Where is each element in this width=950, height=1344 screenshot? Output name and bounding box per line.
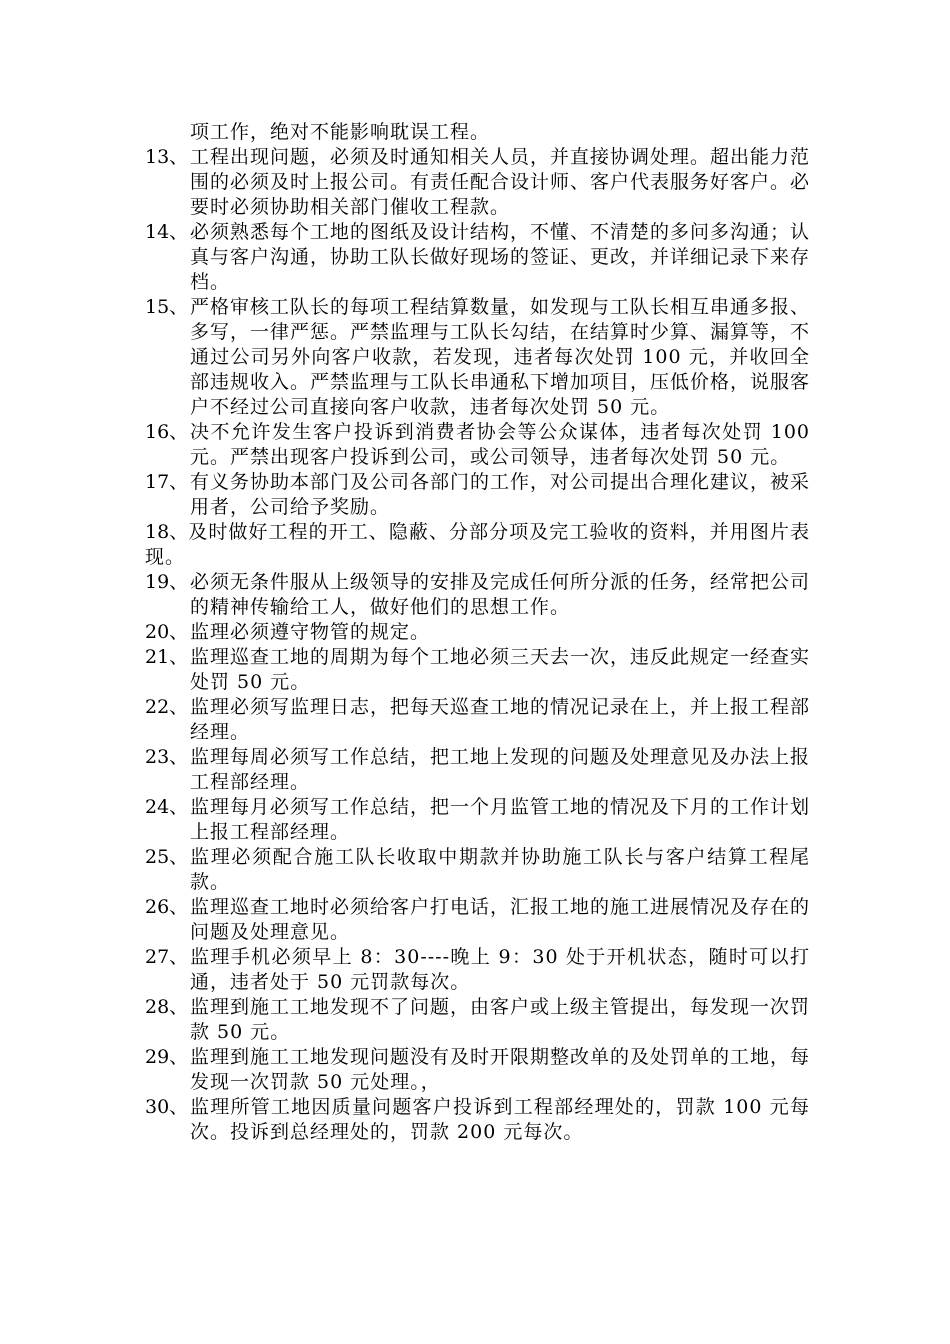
item-text: 监理每月必须写工作总结，把一个月监管工地的情况及下月的工作计划上报工程部经理。 (190, 796, 811, 843)
item-text: 监理到施工工地发现问题没有及时开限期整改单的及处罚单的工地，每发现一次罚款 50 元处理。， (190, 1046, 811, 1093)
item-number: 23、 (145, 746, 189, 768)
item-number: 28、 (145, 996, 189, 1018)
item-number: 22、 (145, 696, 189, 718)
item-text: 监理每周必须写工作总结，把工地上发现的问题及处理意见及办法上报工程部经理。 (190, 746, 811, 793)
list-item-21 (145, 645, 810, 695)
item-number: 16、 (145, 421, 189, 443)
item-text: 必须无条件服从上级领导的安排及完成任何所分派的任务，经常把公司的精神传输给工人，做好他们的思想工作。 (190, 571, 811, 618)
item-number: 14、 (145, 221, 189, 243)
item-number: 17、 (145, 471, 189, 493)
list-item-29 (145, 1045, 810, 1095)
list-item-15 (145, 295, 810, 420)
item-text: 必须熟悉每个工地的图纸及设计结构，不懂、不清楚的多问多沟通；认真与客户沟通，协助工队长做好现场的签证、更改，并详细记录下来存档。 (190, 221, 811, 293)
item-text: 决不允许发生客户投诉到消费者协会等公众谋体，违者每次处罚 100 元。严禁出现客户投诉到公司，或公司领导，违者每次处罚 50 元。 (190, 421, 810, 468)
list-item-24 (145, 795, 810, 845)
list-item-16 (145, 420, 810, 470)
item-text: 监理所管工地因质量问题客户投诉到工程部经理处的，罚款 100 元每次。投诉到总经理处的，罚款 200 元每次。 (190, 1096, 810, 1143)
list-item-18 (145, 520, 810, 570)
list-item-26 (145, 895, 810, 945)
list-item-25 (145, 845, 810, 895)
item-text: 监理必须配合施工队长收取中期款并协助施工队长与客户结算工程尾款。 (190, 846, 810, 893)
list-item-23 (145, 745, 810, 795)
item-text: 监理手机必须早上 8：30----晚上 9：30 处于开机状态，随时可以打通，违者处于 50 元罚款每次。 (190, 946, 810, 993)
item-number: 15、 (145, 296, 189, 318)
item-text: 有义务协助本部门及公司各部门的工作，对公司提出合理化建议，被采用者，公司给予奖励。 (190, 471, 811, 518)
list-item-28 (145, 995, 810, 1045)
item-text: 监理必须写监理日志，把每天巡查工地的情况记录在上，并上报工程部经理。 (190, 696, 811, 743)
item-text: 工程出现问题，必须及时通知相关人员，并直接协调处理。超出能力范围的必须及时上报公司。有责任配合设计师、客户代表服务好客户。必要时必须协助相关部门催收工程款。 (190, 146, 811, 218)
item-number: 13、 (145, 146, 189, 168)
list-item-27 (145, 945, 810, 995)
list-item-13 (145, 145, 810, 220)
item-number: 26、 (145, 896, 189, 918)
item-number: 20、 (145, 621, 189, 643)
item-text: 严格审核工队长的每项工程结算数量，如发现与工队长相互串通多报、多写，一律严惩。严禁监理与工队长勾结，在结算时少算、漏算等，不通过公司另外向客户收款，若发现，违者每次处罚 100 元，并收回全部违规收入。严禁监理与工队长串通私下增加项目，压低价格，说服客户不经过公司直接向客户收款，违者每次处罚 50 元。 (190, 296, 811, 418)
item-number: 25、 (145, 846, 189, 868)
list-item-17 (145, 470, 810, 520)
item-number: 19、 (145, 571, 189, 593)
item-number: 21、 (145, 646, 189, 668)
item-number: 27、 (145, 946, 189, 968)
list-item-14 (145, 220, 810, 295)
item-text: 监理巡查工地时必须给客户打电话，汇报工地的施工进展情况及存在的问题及处理意见。 (190, 896, 811, 943)
list-item-22 (145, 695, 810, 745)
item-number: 30、 (145, 1096, 189, 1118)
item-number: 29、 (145, 1046, 189, 1068)
item-text: 监理必须遵守物管的规定。 (190, 621, 431, 643)
item-text: 监理巡查工地的周期为每个工地必须三天去一次，违反此规定一经查实处罚 50 元。 (190, 646, 811, 693)
list-item-30 (145, 1095, 810, 1145)
item-number: 18、 (145, 521, 189, 543)
item-text: 监理到施工工地发现不了问题，由客户或上级主管提出，每发现一次罚款 50 元。 (190, 996, 811, 1043)
item-text: 及时做好工程的开工、隐蔽、分部分项及完工验收的资料，并用图片表现。 (145, 521, 810, 568)
document-page (145, 120, 810, 1145)
list-item-19 (145, 570, 810, 620)
list-item-20 (145, 620, 810, 645)
item-number: 24、 (145, 796, 189, 818)
continuation-paragraph: 项工作，绝对不能影响耽误工程。 (190, 121, 491, 143)
